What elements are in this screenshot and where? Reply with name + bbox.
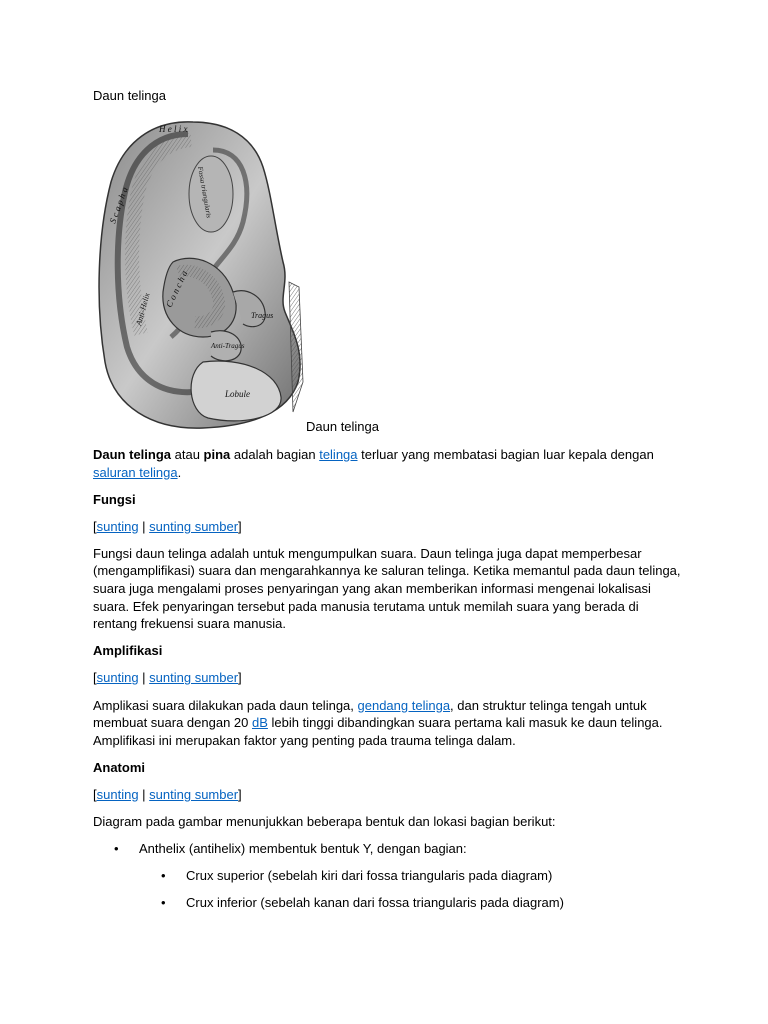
heading-fungsi: Fungsi (93, 491, 136, 507)
label-concha: C o n c h a (163, 269, 190, 309)
edit-link[interactable]: sunting (96, 670, 139, 686)
term-daun-telinga: Daun telinga (93, 447, 172, 462)
label-antihelix: Anti-Helix (134, 291, 152, 327)
label-tragus: Tragus (251, 311, 274, 320)
anatomy-list (93, 840, 683, 912)
intro-paragraph: Daun telinga atau pina adalah bagian telinga terluar yang membatasi bagian luar kepala dengan saluran telinga. (93, 447, 654, 480)
edit-links-fungsi: [sunting | sunting sumber] (93, 518, 242, 534)
edit-links-anatomi: [sunting | sunting sumber] (93, 786, 242, 802)
heading-anatomi: Anatomi (93, 759, 145, 775)
term-pina: pina (203, 447, 231, 462)
link-db[interactable]: dB (252, 715, 268, 731)
edit-links-amplifikasi: [sunting | sunting sumber] (93, 670, 242, 686)
figure-caption: Daun telinga (306, 419, 379, 434)
label-antitragus: Anti-Tragus (211, 342, 245, 350)
edit-link[interactable]: sunting (96, 518, 139, 534)
label-scapha: S c a p h a (107, 185, 130, 225)
bullet-icon: • (114, 841, 119, 857)
label-fossa: Fossa triangularis (196, 165, 213, 219)
ear-anatomy-illustration (93, 112, 305, 430)
fungsi-paragraph: Fungsi daun telinga adalah untuk mengumpulkan suara. Daun telinga juga dapat memperbesar (mengamplifikasi) suara dan mengarahkannya ke saluran telinga. Ketika memantul pada daun telinga, suara juga mengalami proses penyaringan yang akan memberikan informasi mengenai lokalisasi suara. Efek penyaringan tersebut pada manusia terutama untuk memilah suara yang berada di rentang frekuensi suara manusia. (93, 545, 681, 632)
edit-source-link[interactable]: sunting sumber (149, 786, 239, 802)
link-saluran-telinga[interactable]: saluran telinga (93, 464, 178, 480)
link-telinga[interactable]: telinga (319, 447, 358, 462)
article-body (93, 446, 683, 921)
label-helix: H e l i x (159, 124, 188, 134)
amplifikasi-paragraph: Amplikasi suara dilakukan pada daun telinga, gendang telinga, dan struktur telinga tengah untuk membuat suara dengan 20 dB lebih tinggi dibandingkan suara pertama kali masuk ke daun telinga. Amplifikasi ini merupakan faktor yang penting pada trauma telinga dalam. (93, 697, 663, 748)
list-item: • Anthelix (antihelix) membentuk bentuk Y, dengan bagian: (114, 841, 467, 857)
link-gendang-telinga[interactable]: gendang telinga (357, 697, 451, 713)
list-item: • Crux superior (sebelah kiri dari fossa triangularis pada diagram) (161, 868, 553, 884)
heading-amplifikasi: Amplifikasi (93, 643, 163, 659)
edit-source-link[interactable]: sunting sumber (149, 518, 239, 534)
bullet-icon: • (161, 868, 166, 884)
list-item: • Crux inferior (sebelah kanan dari fossa triangularis pada diagram) (161, 895, 564, 911)
label-lobule: Lobule (225, 389, 251, 399)
edit-link[interactable]: sunting (96, 786, 139, 802)
edit-source-link[interactable]: sunting sumber (149, 670, 239, 686)
anatomi-intro: Diagram pada gambar menunjukkan beberapa bentuk dan lokasi bagian berikut: (93, 814, 556, 829)
bullet-icon: • (161, 895, 166, 911)
document-title: Daun telinga (93, 88, 166, 103)
